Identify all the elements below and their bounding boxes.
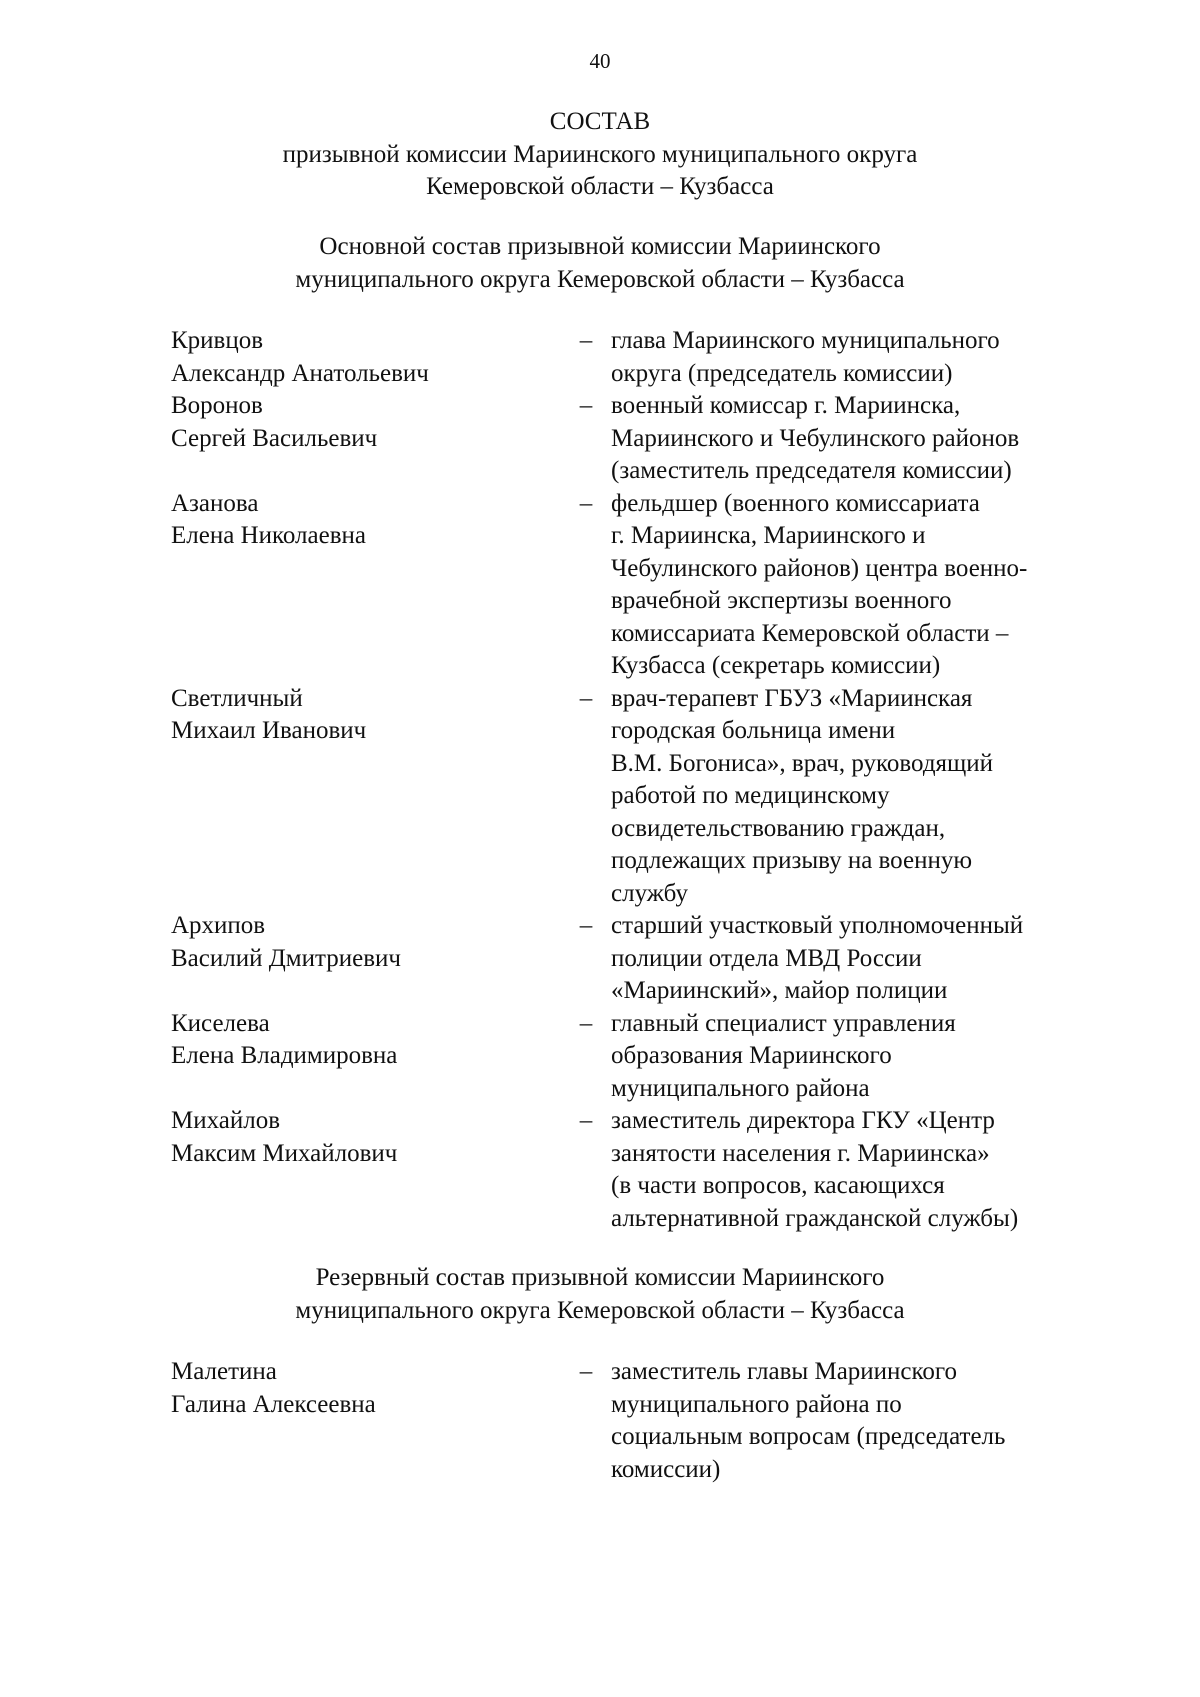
member-role-line: глава Мариинского муниципального (611, 327, 1000, 354)
member-dash: – (579, 1009, 593, 1037)
page-number: 40 (589, 49, 611, 73)
member-name (171, 390, 561, 455)
member-role-line: главный специалист управления (611, 1009, 956, 1037)
member-role-line: Мариинского и Чебулинского районов (611, 424, 1020, 452)
member-given-names: Сергей Васильевич (171, 424, 378, 452)
member-role-line: Кузбасса (секретарь комиссии) (611, 652, 941, 679)
member-surname: Михайлов (171, 1107, 281, 1134)
member-name (171, 325, 561, 390)
member-role-line: военный комиссар г. Мариинска, (611, 392, 961, 419)
member-dash: – (579, 1358, 593, 1385)
member-given-names: Елена Николаевна (171, 522, 366, 549)
member-given-names: Галина Алексеевна (171, 1390, 376, 1418)
member-role (611, 1356, 1101, 1486)
main-section-heading-line-2: муниципального округа Кемеровской области – Кузбасса (295, 265, 905, 293)
member-role-line: службу (611, 879, 688, 907)
member-role-line: (заместитель председателя комиссии) (611, 457, 1012, 484)
member-row (171, 910, 1101, 1008)
member-role (611, 390, 1101, 488)
document-title (0, 106, 1200, 204)
member-role-line: муниципального района по (611, 1390, 902, 1418)
member-dash: – (579, 489, 593, 517)
member-role-line: муниципального района (611, 1074, 870, 1102)
member-row (171, 1356, 1101, 1486)
member-role-line: В.М. Богониса», врач, руководящий (611, 749, 994, 777)
title-line-2: Кемеровской области – Кузбасса (426, 173, 774, 200)
member-name (171, 488, 561, 553)
member-role-line: городская больница имени (611, 717, 896, 744)
member-role-line: врачебной экспертизы военного (611, 587, 952, 614)
member-row (171, 1008, 1101, 1106)
member-role (611, 488, 1101, 683)
member-surname: Архипов (171, 912, 266, 939)
member-row (171, 683, 1101, 911)
member-surname: Малетина (171, 1358, 277, 1385)
member-given-names: Елена Владимировна (171, 1042, 398, 1069)
main-section-heading-line-1: Основной состав призывной комиссии Мариинского (319, 233, 881, 260)
member-role (611, 910, 1101, 1008)
member-role-line: «Мариинский», майор полиции (611, 977, 948, 1004)
main-section-heading (0, 231, 1200, 296)
member-role (611, 683, 1101, 911)
member-name (171, 683, 561, 748)
member-role-line: работой по медицинскому (611, 782, 890, 809)
main-members-list (171, 325, 1101, 1235)
member-role-line: социальным вопросам (председатель (611, 1423, 1006, 1450)
member-role-line: освидетельствованию граждан, (611, 814, 946, 842)
member-role-line: комиссариата Кемеровской области – (611, 619, 1009, 647)
member-given-names: Михаил Иванович (171, 717, 367, 744)
member-dash: – (579, 684, 593, 712)
member-row (171, 1105, 1101, 1235)
reserve-section-heading-line-2: муниципального округа Кемеровской области – Кузбасса (295, 1296, 905, 1324)
member-row (171, 488, 1101, 683)
member-given-names: Максим Михайлович (171, 1139, 398, 1167)
member-role-line: округа (председатель комиссии) (611, 359, 953, 387)
member-role-line: занятости населения г. Мариинска» (611, 1139, 990, 1167)
member-role-line: заместитель главы Мариинского (611, 1358, 958, 1385)
member-given-names: Александр Анатольевич (171, 359, 429, 387)
member-role-line: врач-терапевт ГБУЗ «Мариинская (611, 684, 973, 712)
member-dash: – (579, 1107, 593, 1134)
member-row (171, 390, 1101, 488)
member-given-names: Василий Дмитриевич (171, 944, 401, 972)
member-role-line: полиции отдела МВД России (611, 944, 922, 972)
member-role-line: Чебулинского районов) центра военно- (611, 554, 1028, 582)
member-surname: Светличный (171, 684, 303, 712)
member-dash: – (579, 392, 593, 419)
title-line-1: призывной комиссии Мариинского муниципального округа (282, 140, 918, 168)
member-surname: Кривцов (171, 327, 264, 354)
member-name (171, 910, 561, 975)
member-surname: Воронов (171, 392, 263, 419)
member-role (611, 1008, 1101, 1106)
member-name (171, 1105, 561, 1170)
member-surname: Киселева (171, 1009, 270, 1037)
member-role-line: фельдшер (военного комиссариата (611, 489, 980, 517)
member-role-line: подлежащих призыву на военную (611, 847, 973, 874)
member-role-line: заместитель директора ГКУ «Центр (611, 1107, 995, 1134)
member-role (611, 1105, 1101, 1235)
member-name (171, 1008, 561, 1073)
member-role-line: образования Мариинского (611, 1042, 892, 1069)
title-main: СОСТАВ (549, 108, 651, 135)
member-name (171, 1356, 561, 1421)
reserve-members-list (171, 1356, 1101, 1486)
member-dash: – (579, 327, 593, 354)
member-row (171, 325, 1101, 390)
reserve-section-heading-line-1: Резервный состав призывной комиссии Мариинского (315, 1264, 885, 1291)
member-surname: Азанова (171, 489, 259, 517)
member-role-line: г. Мариинска, Мариинского и (611, 522, 926, 549)
member-role (611, 325, 1101, 390)
member-role-line: (в части вопросов, касающихся (611, 1172, 945, 1199)
reserve-section-heading (0, 1262, 1200, 1327)
member-role-line: старший участковый уполномоченный (611, 912, 1024, 939)
member-dash: – (579, 912, 593, 939)
member-role-line: комиссии) (611, 1455, 721, 1483)
member-role-line: альтернативной гражданской службы) (611, 1204, 1019, 1232)
